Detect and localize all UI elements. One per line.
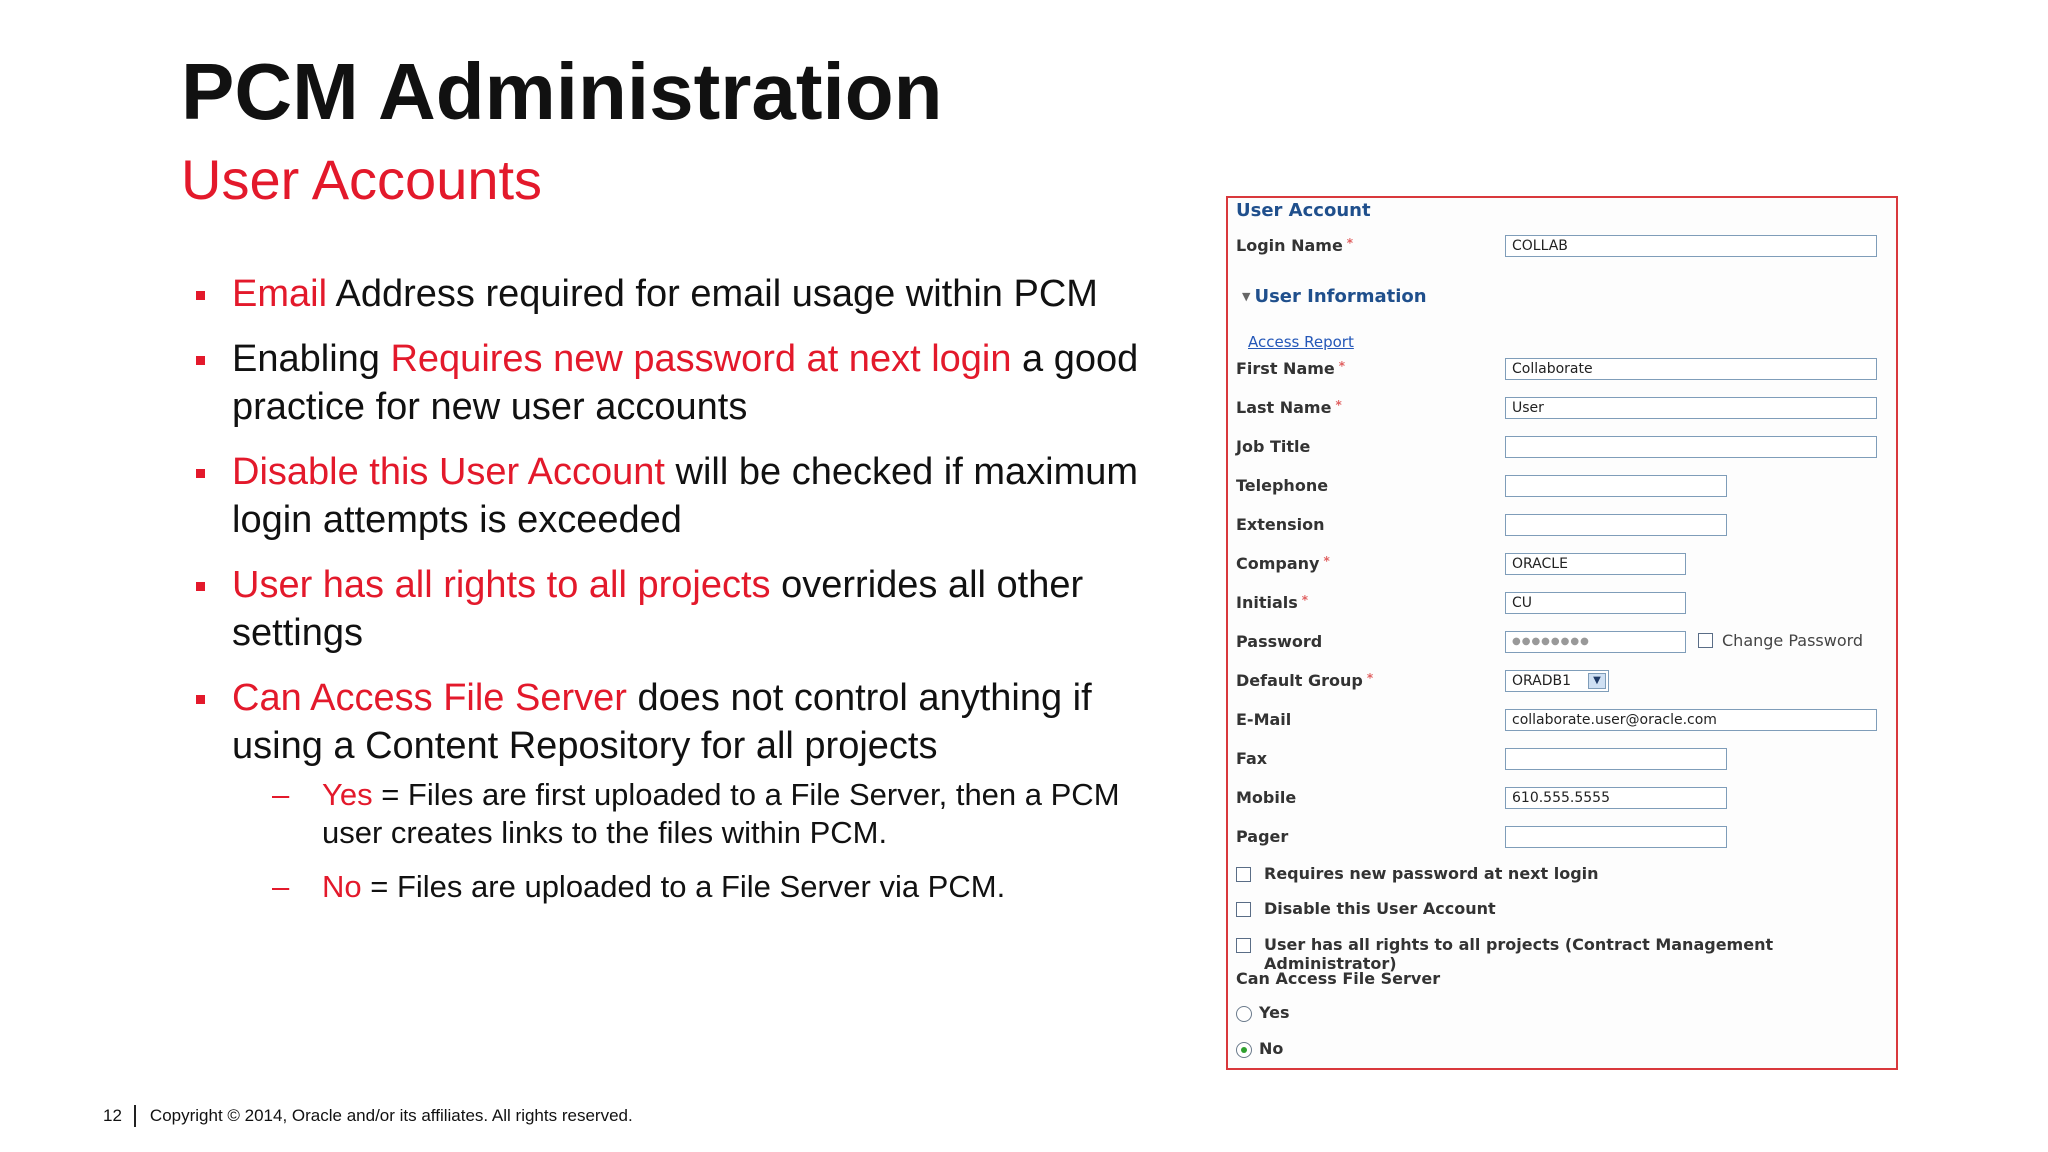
all-rights-label: User has all rights to all projects (Contract Management Administrator) — [1264, 935, 1774, 973]
slide-title: PCM Administration — [181, 47, 943, 136]
chevron-down-icon[interactable]: ▼ — [1588, 673, 1606, 689]
bullet-file-server — [192, 674, 1152, 906]
bullet-list — [192, 270, 1152, 923]
bullet-highlight: Requires new password at next login — [390, 338, 1012, 380]
bullet-marker — [196, 291, 205, 300]
change-password-label: Change Password — [1722, 631, 1864, 650]
file-server-yes-label: Yes — [1259, 1003, 1290, 1022]
sub-bullet-list — [232, 776, 1152, 906]
pager-field[interactable] — [1505, 826, 1727, 848]
bullet-marker — [196, 469, 205, 478]
sub-bullet-highlight: Yes — [322, 777, 373, 812]
user-account-panel — [1226, 196, 1898, 1070]
file-server-no-label: No — [1259, 1039, 1284, 1058]
password-field[interactable]: ●●●●●●●● — [1505, 631, 1686, 653]
job-title-label: Job Title — [1236, 437, 1311, 456]
copyright: Copyright © 2014, Oracle and/or its affiliates. All rights reserved. — [149, 1106, 633, 1125]
login-name-label: Login Name * — [1236, 236, 1354, 255]
initials-field[interactable]: CU — [1505, 592, 1686, 614]
bullet-marker — [196, 695, 205, 704]
slide-subtitle: User Accounts — [181, 148, 543, 211]
requires-new-password-checkbox[interactable] — [1236, 867, 1251, 882]
email-label: E-Mail — [1236, 710, 1292, 729]
mobile-label: Mobile — [1236, 788, 1297, 807]
bullet-text: overrides all other settings — [232, 564, 1084, 654]
requires-new-password-label: Requires new password at next login — [1264, 864, 1599, 883]
bullet-text: Address required for email usage within PCM — [327, 273, 1098, 315]
bullet-text: will be checked if maximum login attempts is exceeded — [232, 451, 1139, 541]
bullet-marker — [196, 356, 205, 365]
default-group-value: ORADB1 — [1512, 673, 1572, 689]
email-field[interactable]: collaborate.user@oracle.com — [1505, 709, 1877, 731]
bullet-highlight: Can Access File Server — [232, 677, 627, 719]
user-account-heading: User Account — [1236, 200, 1371, 221]
access-report-link[interactable]: Access Report — [1248, 333, 1354, 351]
job-title-field[interactable] — [1505, 436, 1877, 458]
sub-bullet-highlight: No — [322, 869, 362, 904]
sub-bullet-no — [232, 868, 1152, 906]
change-password-checkbox[interactable] — [1698, 633, 1713, 648]
bullet-disable-account — [192, 448, 1152, 544]
disable-account-checkbox[interactable] — [1236, 902, 1251, 917]
fax-label: Fax — [1236, 749, 1268, 768]
telephone-field[interactable] — [1505, 475, 1727, 497]
file-server-yes-radio[interactable] — [1236, 1006, 1252, 1022]
bullet-email — [192, 270, 1152, 318]
bullet-highlight: User has all rights to all projects — [232, 564, 771, 606]
first-name-label: First Name * — [1236, 359, 1346, 378]
first-name-field[interactable]: Collaborate — [1505, 358, 1877, 380]
file-server-no-radio[interactable] — [1236, 1042, 1252, 1058]
login-name-field[interactable]: COLLAB — [1505, 235, 1877, 257]
initials-label: Initials * — [1236, 593, 1309, 612]
user-information-toggle[interactable] — [1242, 286, 1427, 307]
bullet-requires-new-password — [192, 335, 1152, 431]
fax-field[interactable] — [1505, 748, 1727, 770]
pager-label: Pager — [1236, 827, 1289, 846]
sub-bullet-text: = Files are first uploaded to a File Server, then a PCM user creates links to the files within PCM. — [322, 777, 1120, 850]
default-group-label: Default Group * — [1236, 671, 1374, 690]
bullet-text: a good practice for new user accounts — [232, 338, 1139, 428]
disable-account-label: Disable this User Account — [1264, 899, 1496, 918]
bullet-highlight: Email — [232, 273, 328, 315]
default-group-select[interactable] — [1505, 670, 1609, 692]
telephone-label: Telephone — [1236, 476, 1329, 495]
extension-field[interactable] — [1505, 514, 1727, 536]
last-name-field[interactable]: User — [1505, 397, 1877, 419]
bullet-highlight: Disable this User Account — [232, 451, 665, 493]
password-label: Password — [1236, 632, 1323, 651]
mobile-field[interactable]: 610.555.5555 — [1505, 787, 1727, 809]
footer-divider — [134, 1105, 136, 1127]
sub-bullet-yes — [232, 776, 1152, 852]
all-rights-checkbox[interactable] — [1236, 938, 1251, 953]
last-name-label: Last Name * — [1236, 398, 1342, 417]
bullet-text: does not control anything if using a Content Repository for all projects — [232, 677, 1092, 767]
footer — [103, 1105, 633, 1127]
triangle-down-icon: ▼ — [1242, 290, 1251, 303]
bullet-all-rights — [192, 561, 1152, 657]
user-information-heading: User Information — [1254, 286, 1427, 307]
company-label: Company * — [1236, 554, 1330, 573]
page-number: 12 — [103, 1106, 122, 1125]
dash-marker: – — [272, 869, 290, 904]
sub-bullet-text: = Files are uploaded to a File Server via PCM. — [361, 869, 1006, 904]
extension-label: Extension — [1236, 515, 1325, 534]
company-field[interactable]: ORACLE — [1505, 553, 1686, 575]
bullet-marker — [196, 582, 205, 591]
bullet-lead: Enabling — [232, 338, 391, 380]
dash-marker: – — [272, 777, 290, 812]
file-server-label: Can Access File Server — [1236, 969, 1441, 988]
